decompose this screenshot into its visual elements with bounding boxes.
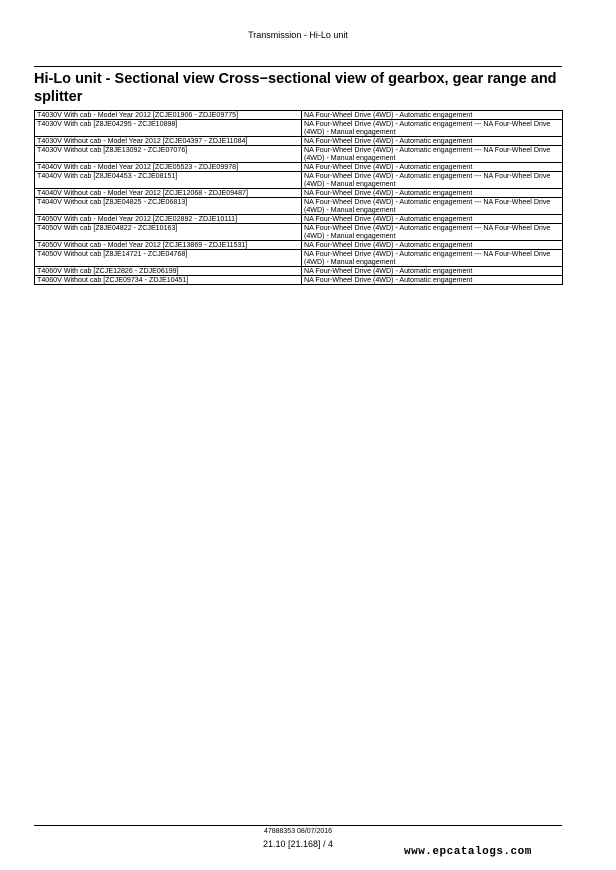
model-cell: T4050V With cab [Z8JE04822 - ZCJE10163] <box>35 224 302 241</box>
configuration-cell: NA Four-Wheel Drive (4WD) - Automatic engagement <box>302 215 563 224</box>
table-row <box>35 163 563 172</box>
model-cell: T4060V With cab [ZCJE12826 - ZDJE06199] <box>35 267 302 276</box>
table-row <box>35 111 563 120</box>
table-row <box>35 215 563 224</box>
model-cell: T4040V Without cab [Z8JE04825 - ZCJE06813] <box>35 198 302 215</box>
model-cell: T4030V With cab [Z8JE04295 - ZCJE10898] <box>35 120 302 137</box>
table-row <box>35 146 563 163</box>
footer-page-reference: 21.10 [21.168] / 4 <box>262 839 334 849</box>
footer-rule <box>34 825 562 826</box>
configuration-cell: NA Four-Wheel Drive (4WD) - Automatic engagement <box>302 267 563 276</box>
table-row <box>35 172 563 189</box>
table-row <box>35 267 563 276</box>
configuration-cell: NA Four-Wheel Drive (4WD) - Automatic engagement <box>302 189 563 198</box>
table-row <box>35 189 563 198</box>
configuration-cell: NA Four-Wheel Drive (4WD) - Automatic engagement --- NA Four-Wheel Drive (4WD) - Manual engagement <box>302 120 563 137</box>
table-row <box>35 224 563 241</box>
table-row <box>35 120 563 137</box>
model-cell: T4050V Without cab [Z8JE14721 - ZCJE04768] <box>35 250 302 267</box>
document-title: Hi-Lo unit - Sectional view Cross−sectional view of gearbox, gear range and splitter <box>34 71 557 105</box>
configuration-cell: NA Four-Wheel Drive (4WD) - Automatic engagement --- NA Four-Wheel Drive (4WD) - Manual engagement <box>302 224 563 241</box>
applicability-table <box>34 110 563 285</box>
table-row <box>35 276 563 285</box>
applicability-table-body <box>35 111 563 285</box>
configuration-cell: NA Four-Wheel Drive (4WD) - Automatic engagement --- NA Four-Wheel Drive (4WD) - Manual engagement <box>302 146 563 163</box>
model-cell: T4060V Without cab [ZCJE09734 - ZDJE10451] <box>35 276 302 285</box>
configuration-cell: NA Four-Wheel Drive (4WD) - Automatic engagement <box>302 137 563 146</box>
configuration-cell: NA Four-Wheel Drive (4WD) - Automatic engagement --- NA Four-Wheel Drive (4WD) - Manual engagement <box>302 172 563 189</box>
model-cell: T4040V With cab [Z8JE04453 - ZCJE08151] <box>35 172 302 189</box>
model-cell: T4050V With cab - Model Year 2012 [ZCJE02892 - ZDJE10111] <box>35 215 302 224</box>
table-row <box>35 137 563 146</box>
footer-doc-code: 47888353 08/07/2016 <box>263 828 333 835</box>
configuration-cell: NA Four-Wheel Drive (4WD) - Automatic engagement --- NA Four-Wheel Drive (4WD) - Manual engagement <box>302 250 563 267</box>
table-row <box>35 250 563 267</box>
table-row <box>35 241 563 250</box>
model-cell: T4050V Without cab - Model Year 2012 [ZCJE13869 - ZDJE11531] <box>35 241 302 250</box>
model-cell: T4040V Without cab - Model Year 2012 [ZCJE12068 - ZDJE09487] <box>35 189 302 198</box>
configuration-cell: NA Four-Wheel Drive (4WD) - Automatic engagement <box>302 163 563 172</box>
watermark-text: www.epcatalogs.com <box>404 846 532 858</box>
model-cell: T4030V Without cab [Z8JE13092 - ZCJE07076] <box>35 146 302 163</box>
model-cell: T4040V With cab - Model Year 2012 [ZCJE05523 - ZDJE09978] <box>35 163 302 172</box>
model-cell: T4030V With cab - Model Year 2012 [ZCJE01906 - ZDJE09775] <box>35 111 302 120</box>
configuration-cell: NA Four-Wheel Drive (4WD) - Automatic engagement <box>302 241 563 250</box>
table-row <box>35 198 563 215</box>
title-rule <box>34 66 562 67</box>
model-cell: T4030V Without cab - Model Year 2012 [ZCJE04397 - ZDJE11084] <box>35 137 302 146</box>
running-header: Transmission - Hi-Lo unit <box>248 30 348 40</box>
configuration-cell: NA Four-Wheel Drive (4WD) - Automatic engagement <box>302 111 563 120</box>
configuration-cell: NA Four-Wheel Drive (4WD) - Automatic engagement <box>302 276 563 285</box>
configuration-cell: NA Four-Wheel Drive (4WD) - Automatic engagement --- NA Four-Wheel Drive (4WD) - Manual engagement <box>302 198 563 215</box>
